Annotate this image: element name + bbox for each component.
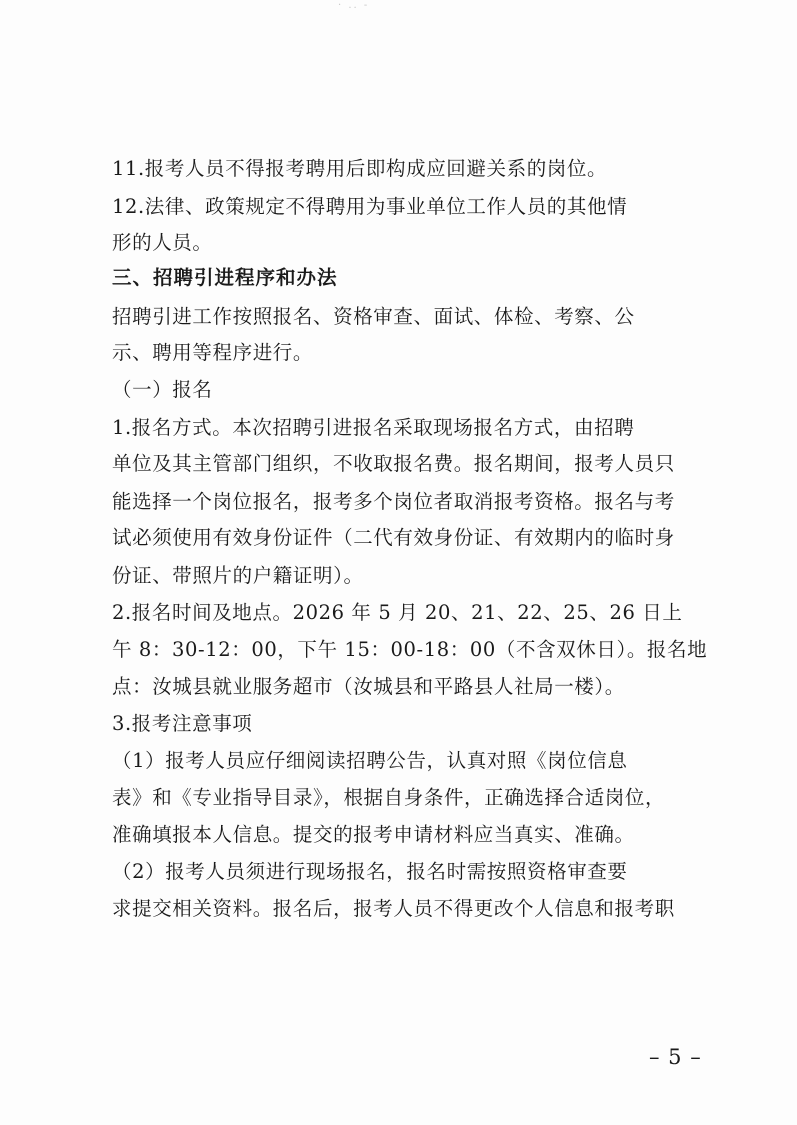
- paragraph-line: 点：汝城县就业服务超市（汝城县和平路县人社局一楼）。: [112, 675, 625, 698]
- paragraph-line: （1）报考人员应仔细阅读招聘公告，认真对照《岗位信息: [112, 749, 628, 772]
- paragraph-line: 求提交相关资料。报名后，报考人员不得更改个人信息和报考职: [112, 897, 675, 920]
- paragraph-line: 试必须使用有效身份证件（二代有效身份证、有效期内的临时身: [112, 526, 675, 549]
- paragraph-line: 份证、带照片的户籍证明）。: [112, 564, 364, 587]
- paragraph-line: （2）报考人员须进行现场报名，报名时需按照资格审查要: [112, 860, 628, 883]
- paragraph-line: 1.报名方式。本次招聘引进报名采取现场报名方式，由招聘: [112, 416, 635, 439]
- paragraph-line: 单位及其主管部门组织，不收取报名费。报名期间，报考人员只: [112, 452, 675, 475]
- paragraph-line: 11.报考人员不得报考聘用后即构成应回避关系的岗位。: [112, 157, 608, 180]
- section-heading: 三、招聘引进程序和办法: [112, 266, 338, 289]
- paragraph-line: 示、聘用等程序进行。: [112, 341, 314, 364]
- paragraph-line: 形的人员。: [112, 231, 213, 254]
- subsection-heading: （一）报名: [112, 378, 213, 401]
- paragraph-line: 表》和《专业指导目录》，根据自身条件，正确选择合适岗位，: [112, 786, 666, 809]
- header-mark: · .. -: [338, 0, 370, 11]
- paragraph-line: 能选择一个岗位报名，报考多个岗位者取消报考资格。报名与考: [112, 490, 675, 513]
- paragraph-line: 招聘引进工作按照报名、资格审查、面试、体检、考察、公: [112, 305, 635, 328]
- paragraph-line: 12.法律、政策规定不得聘用为事业单位工作人员的其他情: [112, 195, 628, 218]
- paragraph-line: 3.报考注意事项: [112, 712, 253, 735]
- paragraph-line: 午 8：30-12：00，下午 15：00-18：00（不含双休日）。报名地: [112, 638, 708, 661]
- page-number: – 5 –: [649, 1045, 702, 1069]
- paragraph-line: 2.报名时间及地点。2026 年 5 月 20、21、22、25、26 日上: [112, 601, 683, 624]
- paragraph-line: 准确填报本人信息。提交的报考申请材料应当真实、准确。: [112, 823, 635, 846]
